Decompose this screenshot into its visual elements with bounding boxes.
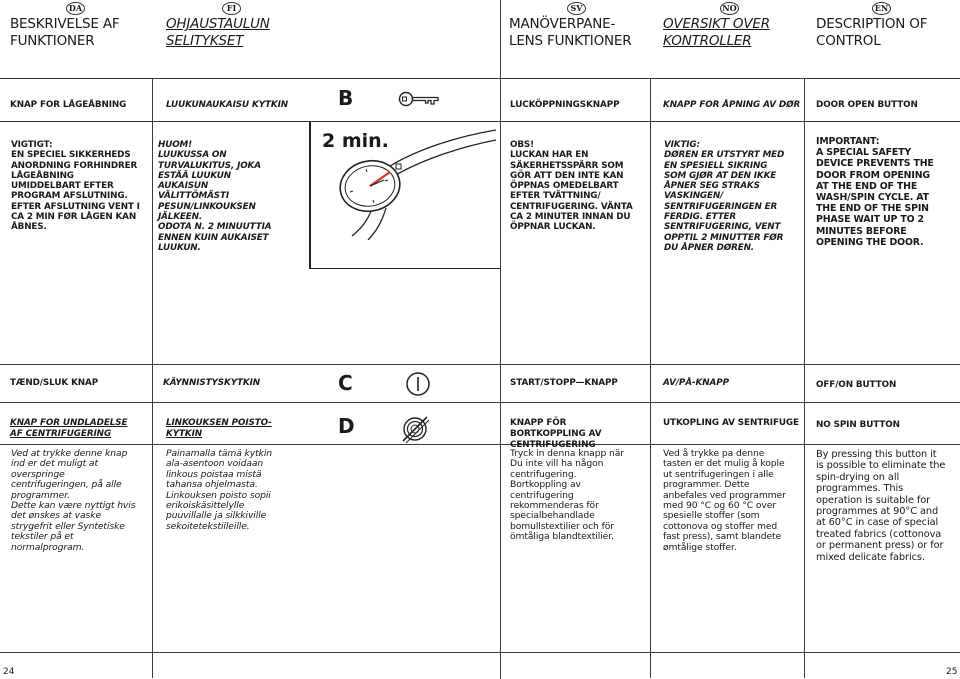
b-text-en: IMPORTANT: A SPECIAL SAFETY DEVICE PREVENTS THE DOOR FROM OPENING AT THE END OF THE WASH/SPIN CYCLE. AT THE END OF THE SPIN PHASE WAIT UP TO 2 MINUTES BEFORE OPENING THE DOOR. xyxy=(816,136,934,248)
section-b-letter: B xyxy=(338,86,354,110)
d-text-da: Ved at trykke denne knap ind er det muligt at overspringe centrifugeringen, på alle programmer. Dette kan være nyttigt hvis det ønskes at vaske strygefrit eller Syntetiske tekstiler på et normalprogram. xyxy=(11,448,136,553)
header-rule xyxy=(0,78,960,79)
lang-title-fi: OHJAUSTAULUN SELITYKSET xyxy=(166,16,270,49)
page-divider xyxy=(500,0,501,679)
lang-badge-sv: SV xyxy=(567,2,586,15)
page-number-left: 24 xyxy=(3,667,15,677)
c-header-en: OFF/ON BUTTON xyxy=(816,380,897,390)
section-d-letter: D xyxy=(338,414,355,438)
footer-rule xyxy=(0,652,960,653)
two-min-label: 2 min. xyxy=(322,130,389,152)
lang-title-en: DESCRIPTION OF CONTROL xyxy=(816,16,928,49)
lang-badge-en: EN xyxy=(872,2,891,15)
b-text-fi: HUOM! LUUKUSSA ON TURVALUKITUS, JOKA ESTÄÄ LUUKUN AUKAISUN VÄLITTÖMÄSTI PESUN/LINKOUKSEN JÄLKEEN. ODOTA N. 2 MINUUTTIA ENNEN KUIN AUKAISET LUUKUN. xyxy=(158,140,272,253)
d-text-no: Ved å trykke pa denne tasten er det mulig å kople ut sentrifugeringen i alle programmer. Dette anbefales ved programmer med 90 °C og 60 °C over spesielle stoffer (som cottonova og stoffer med fast press), samt blandete ømtålige stoffer. xyxy=(663,448,786,553)
section-rule xyxy=(0,364,960,365)
lang-title-no: OVERSIKT OVER KONTROLLER xyxy=(663,16,770,49)
section-rule xyxy=(0,444,960,445)
page-number-right: 25 xyxy=(946,667,958,677)
lang-title-sv: MANÖVERPANE-LENS FUNKTIONER xyxy=(509,16,632,49)
lang-badge-fi: FI xyxy=(222,2,241,15)
column-rule xyxy=(650,78,651,678)
lang-title-da: BESKRIVELSE AF FUNKTIONER xyxy=(10,16,120,49)
key-icon xyxy=(398,90,442,108)
d-header-no: UTKOPLING AV SENTRIFUGE xyxy=(663,418,799,428)
d-header-en: NO SPIN BUTTON xyxy=(816,420,900,430)
d-text-sv: Tryck in denna knapp när Du inte vill ha någon centrifugering. Bortkoppling av centrifugering rekommenderas för specialbehandlade bomullstextilier och för ömtåliga blandtextilier. xyxy=(510,448,624,543)
column-rule xyxy=(152,78,153,678)
d-text-en: By pressing this button it is possible to eliminate the spin-drying on all programmes. This operation is suitable for programmes at 90°C and at 60°C in case of special treated fabrics (cottonova or permanent press) or for mixed delicate fabrics. xyxy=(816,449,946,563)
b-text-no: VIKTIG: DØREN ER UTSTYRT MED EN SPESIELL SIKRING SOM GJØR AT DEN IKKE ÅPNER SEG STRAKS VASKINGEN/ SENTRIFUGERINGEN ER FERDIG. ETTER SENTRIFUGERING, VENT OPPTIL 2 MINUTTER FØR DU ÅPNER DØREN. xyxy=(664,140,785,253)
c-header-da: TÆND/SLUK KNAP xyxy=(10,378,99,388)
b-header-no: KNAPP FOR ÅPNING AV DØR xyxy=(663,100,801,110)
column-rule xyxy=(804,78,805,678)
b-text-sv: OBS! LUCKAN HAR EN SÄKERHETSSPÄRR SOM GÖR ATT DEN INTE KAN ÖPPNAS OMEDELBART EFTER TVÄTTNING/ CENTRIFUGERING. VÄNTA CA 2 MINUTER INNAN DU ÖPPNAR LUCKAN. xyxy=(510,140,633,233)
c-header-sv: START/STOPP—KNAPP xyxy=(510,378,618,388)
section-c-letter: C xyxy=(338,371,353,395)
d-header-fi: LINKOUKSEN POISTO-KYTKIN xyxy=(166,418,272,439)
b-header-da: KNAP FOR LÅGEÅBNING xyxy=(10,100,127,110)
d-text-fi: Painamalla tämä kytkin ala-asentoon voidaan linkous poistaa mistä tahansa ohjelmasta. Linkouksen poisto sopii erikoiskäsittelylle puuvillalle ja silkkiville sekoitetekstiileille. xyxy=(166,448,273,532)
b-header-en: DOOR OPEN BUTTON xyxy=(816,100,918,110)
d-header-da: KNAP FOR UNDLADELSE AF CENTRIFUGERING xyxy=(10,418,128,439)
b-header-sv: LUCKÖPPNINGSKNAPP xyxy=(510,100,620,110)
c-header-fi: KÄYNNISTYSKYTKIN xyxy=(163,378,261,388)
power-icon xyxy=(405,371,431,397)
no-spin-icon xyxy=(400,414,430,444)
c-header-no: AV/PÅ-KNAPP xyxy=(663,378,729,388)
b-header-fi: LUUKUNAUKAISU KYTKIN xyxy=(166,100,289,110)
wristwatch-icon xyxy=(330,128,498,240)
lang-badge-no: NO xyxy=(720,2,739,15)
d-header-sv: KNAPP FÖR BORTKOPPLING AV CENTRIFUGERING xyxy=(510,418,602,450)
section-rule xyxy=(0,402,960,403)
b-text-da: VIGTIGT: EN SPECIEL SIKKERHEDS ANORDNING FORHINDRER LÅGEÅBNING UMIDDELBART EFTER PROGRAM AFSLUTNING. EFTER AFSLUTNING VENT I CA 2 MIN FØR LÅGEN KAN ÅBNES. xyxy=(11,140,140,233)
lang-badge-da: DA xyxy=(66,2,85,15)
